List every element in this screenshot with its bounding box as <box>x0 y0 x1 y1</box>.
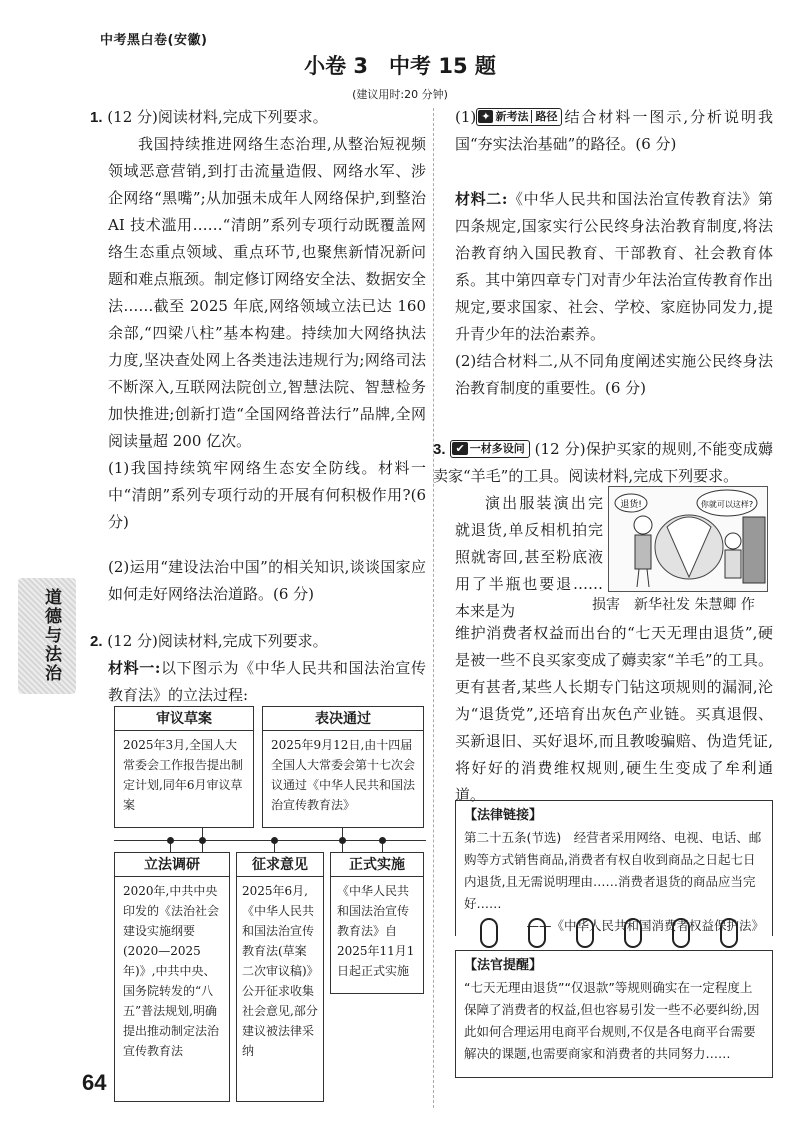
page-title: 小卷 3 中考 15 题 <box>304 54 496 78</box>
flow-step-vote <box>262 706 424 828</box>
question-number: 2. <box>90 633 103 650</box>
book-series-label: 中考黑白卷(安徽) <box>100 33 208 48</box>
flow-step-title: 正式实施 <box>331 853 423 877</box>
ring-icon <box>720 918 738 948</box>
flow-step-title: 表决通过 <box>263 707 423 731</box>
suggested-time: (建议用时:20 分钟) <box>352 88 448 101</box>
material-text-part-b: 维护消费者权益而出台的“七天无理由退货”,硬是被一些不良买家变成了薅卖家“羊毛”的工具。更有甚者,某些人长期专门钻这项规则的漏洞,沦为“退货党”,还培育出灰色产业链。买真退假、买新退旧、买好退坏,而且教唆骗赔、伪造凭证,将好好的消费维权规则,硬生生变成了牟利通道。 <box>455 624 773 804</box>
page-number: 64 <box>82 1070 107 1095</box>
question-2-continued <box>455 104 773 402</box>
flow-step-title: 征求意见 <box>237 853 323 877</box>
cartoon-caption: 损害 新华社发 朱慧卿 作 <box>592 597 755 613</box>
subject-tab: 道德与法治 <box>18 578 76 694</box>
ring-icon <box>480 918 498 948</box>
law-link-box <box>455 800 773 936</box>
lightbulb-icon: ✦ <box>478 110 493 123</box>
question-stem: (12 分)阅读材料,完成下列要求。 <box>107 108 328 126</box>
judge-reminder-title: 【法官提醒】 <box>464 958 543 973</box>
binder-rings <box>470 918 770 952</box>
material-text: 以下图示为《中华人民共和国法治宣传教育法》的立法过程: <box>108 659 426 704</box>
law-link-source: ——《中华人民共和国消费者权益保护法》 <box>526 918 764 933</box>
flow-step-research <box>114 852 230 1102</box>
material-text: 《中华人民共和国法治宣传教育法》第四条规定,国家实行公民终身法治教育制度,将法治教育纳入国民教育、干部教育、社会教育体系。其中第四章专门对青少年法治宣传教育作出规定,要求国家、社会、学校、家庭协同发力,提升青少年的法治素养。 <box>455 190 773 343</box>
flow-step-review <box>114 706 254 828</box>
flow-step-text: 2025年9月12日,由十四届全国人大常委会第十七次会议通过《中华人民共和国法治宣传教育法》 <box>271 738 416 812</box>
flow-step-opinion <box>236 852 324 1102</box>
flow-step-implementation <box>330 852 424 994</box>
check-icon: ✔ <box>452 442 467 455</box>
question-3 <box>433 436 773 490</box>
speech-bubble-2: 你就可以这样? <box>700 500 754 509</box>
sub-question-2: (2)运用“建设法治中国”的相关知识,谈谈国家应如何走好网络法治道路。(6 分) <box>108 558 426 603</box>
timeline-dot <box>339 837 346 844</box>
question-number: 1. <box>90 109 103 126</box>
judge-reminder-text: “七天无理由退货”“仅退款”等规则确实在一定程度上保障了消费者的权益,但也容易引发一些不必要纠纷,因此如何合理运用电商平台规则,不仅是各电商平台需要解决的课题,也需要商家和消费者的共同努力…… <box>464 980 760 1061</box>
sub-question-1: (1) ✦ 新考法 路径 结合材料一图示,分析说明我国“夯实法治基础”的路径。(6 分) <box>455 108 773 153</box>
column-divider <box>433 108 434 1108</box>
flow-step-title: 立法调研 <box>115 853 229 877</box>
sub-question-2: (2)结合材料二,从不同角度阐述实施公民终身法治教育制度的重要性。(6 分) <box>455 352 773 397</box>
ring-icon <box>528 918 546 948</box>
timeline-dot <box>379 837 386 844</box>
timeline-dot <box>199 837 206 844</box>
sub-question-1: (1)我国持续筑牢网络生态安全防线。材料一中“清朗”系列专项行动的开展有何积极作用?(6 分) <box>108 459 426 531</box>
speech-bubble-1: 退货! <box>620 500 642 510</box>
question-2 <box>90 628 426 709</box>
judge-reminder-box <box>455 950 773 1078</box>
question-stem: (12 分)保护买家的规则,不能变成薅卖家“羊毛”的工具。阅读材料,完成下列要求。 <box>433 440 773 485</box>
question-1 <box>90 104 426 608</box>
flow-step-text: 2020年,中共中央印发的《法治社会建设实施纲要(2020—2025年)》,中共中央、国务院转发的“八五”普法规划,明确提出推动制定法治宣传教育法 <box>123 884 220 1058</box>
timeline-dot <box>271 837 278 844</box>
question-number: 3. <box>433 441 446 458</box>
material-2 <box>455 186 773 348</box>
material-label: 材料一: <box>108 659 161 677</box>
legislation-flowchart <box>114 706 426 1104</box>
timeline-dot <box>167 837 174 844</box>
ring-icon <box>624 918 642 948</box>
law-link-title: 【法律链接】 <box>464 808 543 823</box>
law-link-text: 第二十五条(节选) 经营者采用网络、电视、电话、邮购等方式销售商品,消费者有权自收到商品之日起七日内退货,且无需说明理由……消费者退货的商品应当完好…… <box>464 830 762 911</box>
material-text-part-a: 演出服装演出完就退货,单反相机拍完照就寄回,甚至粉底液用了半瓶也要退……本来是为 <box>455 494 603 620</box>
flow-step-text: 《中华人民共和国法治宣传教育法》自2025年11月1日起正式实施 <box>337 884 415 978</box>
ring-icon <box>576 918 594 948</box>
flow-step-text: 2025年3月,全国人大常委会工作报告提出制定计划,同年6月审议草案 <box>123 738 244 812</box>
question-stem: (12 分)阅读材料,完成下列要求。 <box>107 632 328 650</box>
flow-step-text: 2025年6月,《中华人民共和国法治宣传教育法(草案二次审议稿)》公开征求收集社会意见,部分建议被法律采纳 <box>242 884 318 1058</box>
flow-step-title: 审议草案 <box>115 707 253 731</box>
multi-question-badge: ✔ 一材多设问 <box>450 440 529 458</box>
new-method-badge: ✦ 新考法 路径 <box>476 108 562 126</box>
material-text: 我国持续推进网络生态治理,从整治短视频领域恶意营销,到打击流量造假、网络水军、涉企网络“黑嘴”;从加强未成年人网络保护,到整治 AI 技术滥用……“清朗”系列专项行动既覆盖网络生态重点领域、重点环节,也聚焦新情况新问题和难点瓶颈。制定修订网络安全法、数据安全法……截至 2025 年底,网络领域立法已达 160 余部,“四梁八柱”基本构建。持续加大网络执法力度,坚决查处网上各类违法违规行为;网络司法不断深入,互联网法院创立,智慧法院、智慧检务加快推进;创新打造“全国网络普法行”品牌,全网阅读量超 200 亿次。 <box>108 135 426 450</box>
cartoon-image <box>608 486 768 592</box>
ring-icon <box>672 918 690 948</box>
material-label: 材料二: <box>455 190 508 208</box>
